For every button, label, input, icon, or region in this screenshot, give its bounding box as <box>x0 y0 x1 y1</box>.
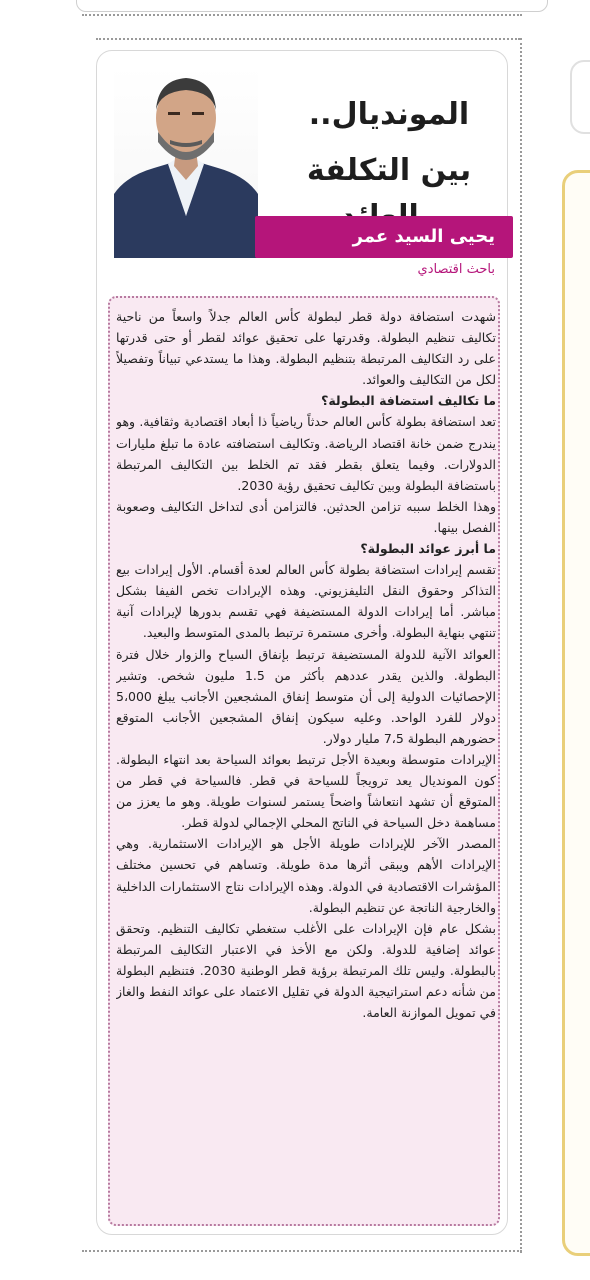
article-paragraph-8: بشكل عام فإن الإيرادات على الأغلب ستغطي تكاليف التنظيم. وتحقق عوائد إضافية للدولة. ولكن مع الأخذ في الاعتبار التكاليف المرتبطة بالبطولة. وليس تلك المرتبطة برؤية قطر الوطنية 2030. فتنظيم البطولة من شأنه دعم استراتيجية الدولة في تقليل الاعتماد على عوائد النفط والغاز في تمويل الموازنة العامة. <box>116 920 496 1021</box>
article-paragraph-4: تقسم إيرادات استضافة بطولة كأس العالم لعدة أقسام. الأول إيرادات بيع التذاكر وحقوق النقل التليفزيوني. وهذه الإيرادات تخص الفيفا بشكل مباشر. أما إيرادات الدولة المستضيفة فهي تقسم بدورها لإيرادات آنية تنتهي بنهاية البطولة. وأخرى مستمرة ترتبط بالمدى المتوسط والبعيد. <box>116 562 496 641</box>
author-role: باحث اقتصادي <box>417 262 495 277</box>
article-right-dotted-border <box>520 38 522 1253</box>
author-name: يحيى السيد عمر <box>352 226 495 247</box>
top-dotted-divider <box>82 14 522 16</box>
article-body <box>116 306 496 1218</box>
article-question-2: ما أبرز عوائد البطولة؟ <box>360 541 496 557</box>
side-panel-top-frame <box>570 60 590 134</box>
article-paragraph-6: الإيرادات متوسطة وبعيدة الأجل ترتبط بعوائد السياحة بعد انتهاء البطولة. كون المونديال يعد ترويجاً للسياحة في قطر. فالسياحة في قطر من المتوقع أن تشهد انتعاشاً واضحاً يستمر لسنوات طويلة. وهو ما يعزز من مساهمة دخل السياحة في الناتج المحلي الإجمالي لدولة قطر. <box>116 751 496 831</box>
author-portrait-illustration <box>114 66 258 258</box>
article-question-1: ما تكاليف استضافة البطولة؟ <box>321 393 496 409</box>
article-paragraph-7: المصدر الآخر للإيرادات طويلة الأجل هو الإيرادات الاستثمارية. وهي الإيرادات الأهم ويبقى أثرها مدة طويلة. وتساهم في تحسين مختلف المؤشرات الاقتصادية في الدولة. وهذه الإيرادات نتاج الاستثمارات الداخلية والخارجية الناتجة عن تنظيم البطولة. <box>116 836 496 915</box>
previous-article-frame <box>76 0 548 12</box>
article-paragraph-5: العوائد الآنية للدولة المستضيفة ترتبط بإنفاق السياح والزوار خلال فترة البطولة. والذين يقدر عددهم بأكثر من 1.5 مليون شخص. وتشير الإحصائيات الدولية إلى أن متوسط إنفاق المشجعين الأجانب يبلغ 5،000 دولار للفرد الواحد. وعليه سيكون إنفاق المشجعين الأجانب المتوقع حضورهم البطولة 7،5 مليار دولار. <box>116 646 496 746</box>
article-paragraph-3: وهذا الخلط سببه تزامن الحدثين. فالتزامن أدى لتداخل التكاليف وصعوبة الفصل بينها. <box>116 498 496 535</box>
article-top-dotted-border <box>96 38 520 40</box>
article-paragraph-2: تعد استضافة بطولة كأس العالم حدثاً رياضياً ذا أبعاد اقتصادية وثقافية. وهو يندرج ضمن خانة اقتصاد الرياضة. وتكاليف استضافته عادة ما تبلغ مليارات الدولارات. وفيما يتعلق بقطر فقد تم الخلط بين التكاليف المرتبطة باستضافة البطولة وبين تكاليف تحقيق رؤية 2030. <box>116 414 496 493</box>
article-paragraph-1: شهدت استضافة دولة قطر لبطولة كأس العالم جدلاً واسعاً من ناحية تكاليف تنظيم البطولة. وقدرتها على تحقيق عوائد لقطر أو حتى قدرتها على رد التكاليف المرتبطة بتنظيم البطولة. وهذا ما يستدعي تبياناً وتفصيلاً لكل من التكاليف والعوائد. <box>116 309 496 388</box>
author-photo <box>114 66 258 258</box>
article-title-line-2: بين التكلفة <box>306 153 472 188</box>
bottom-dotted-divider <box>82 1250 522 1252</box>
side-panel-gold-frame <box>562 170 590 1256</box>
article-title-line-1: المونديال.. <box>308 97 470 132</box>
